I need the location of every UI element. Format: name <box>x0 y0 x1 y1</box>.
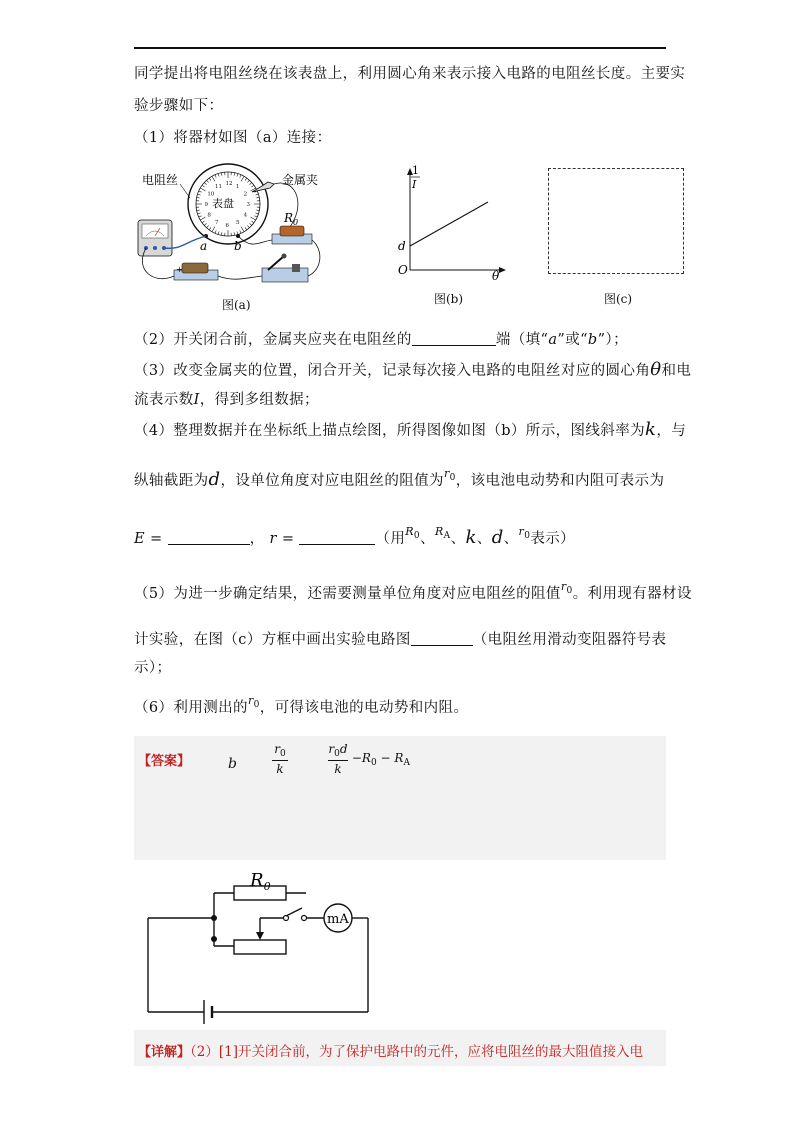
step-3-line-2: 流表示数I，得到多组数据； <box>134 392 319 408</box>
dial-number: 5 <box>236 220 240 227</box>
step-5-line-1: （5）为进一步确定结果，还需要测量单位角度对应电阻丝的阻值$^{r_0}$。利用现有器材设 <box>134 580 692 602</box>
figure-a <box>134 160 354 310</box>
step-5-line-2: 计实验，在图（c）方框中画出实验电路图 （电阻丝用滑动变阻器符号表 <box>134 632 667 648</box>
step-1: （1）将器材如图（a）连接： <box>134 130 332 146</box>
dial-tick <box>256 210 259 211</box>
figure-b <box>390 160 520 290</box>
graph-line <box>410 202 488 246</box>
dial-tick <box>212 176 215 181</box>
dial-tick <box>212 227 215 232</box>
dial-number: 2 <box>243 191 248 198</box>
dial-number: 3 <box>246 202 250 208</box>
figure-c-box <box>548 168 684 274</box>
step-5-line-3: 示）； <box>134 660 172 676</box>
caption-fig-a: 图(a) <box>222 298 251 312</box>
dial-tick <box>207 180 209 182</box>
detail-tag: 【详解】 <box>138 1045 191 1060</box>
y-label-den: I <box>412 178 417 191</box>
intercept-label: d <box>398 239 406 253</box>
answer-3: $\frac{r_0d}{k}$ $-R_0 - R_A$ <box>328 742 410 776</box>
dial-label: 表盘 <box>212 197 234 210</box>
dial-tick <box>197 210 200 211</box>
circuit-r0-label: $R_0$ <box>250 870 271 893</box>
dial-tick <box>202 185 204 187</box>
dial-tick <box>254 216 257 217</box>
blank-E <box>168 530 250 545</box>
dial-tick <box>245 227 247 229</box>
dial-tick <box>200 188 205 191</box>
dial-tick <box>234 232 235 235</box>
label-b: b <box>234 239 242 253</box>
step-2: （2）开关闭合前，金属夹应夹在电阻丝的 端（填“a”或“b”）； <box>134 332 628 348</box>
step-4-line-2: 纵轴截距为d，设单位角度对应电阻丝的阻值为$^{r_0}$，该电池电动势和内阻可表示为 <box>134 467 665 490</box>
dial-tick <box>251 185 253 187</box>
dial-tick <box>234 173 235 176</box>
answer-section <box>134 736 666 860</box>
label-r0: $R_0$ <box>284 211 299 227</box>
step-3-line-1: （3）改变金属夹的位置，闭合开关，记录每次接入电路的电阻丝对应的圆心角θ和电 <box>134 359 692 380</box>
dial-number: 7 <box>215 220 219 227</box>
label-resistor-wire: 电阻丝 <box>142 173 179 187</box>
dial-number: 8 <box>207 212 211 219</box>
dial-tick <box>256 197 259 198</box>
dial-number: 11 <box>215 183 222 190</box>
answer-1: b <box>228 756 237 772</box>
intro-line-2: 验步骤如下： <box>134 98 224 114</box>
caption-fig-b: 图(b) <box>434 292 464 306</box>
dial-tick <box>200 217 205 220</box>
dial-number: 1 <box>236 183 240 190</box>
dial-number: 9 <box>204 202 208 208</box>
dial-number: 12 <box>225 181 233 187</box>
battery <box>182 263 208 273</box>
blank-r <box>299 530 375 545</box>
dial-tick <box>241 176 244 181</box>
dial-tick <box>250 223 252 225</box>
header-rule <box>134 47 666 49</box>
svg-text:+: + <box>176 265 183 274</box>
dial-tick <box>237 232 238 235</box>
dial-tick <box>197 197 200 198</box>
dial-tick <box>199 191 202 192</box>
answer-circuit <box>134 860 384 1030</box>
dial-tick <box>199 216 202 217</box>
dial-tick <box>251 217 256 220</box>
dial-tick <box>247 226 249 228</box>
dial-tick <box>240 175 241 178</box>
formula-line: E = ， r = （用$^{R_0}$、$^{R_A}$、k、d、$^{r_0}$表示） <box>134 525 576 548</box>
label-clip: 金属夹 <box>282 173 319 187</box>
dial-tick <box>245 178 247 180</box>
x-label: θ <box>492 269 500 283</box>
dial-number: 10 <box>207 191 215 198</box>
dial-tick <box>209 227 211 229</box>
blank-5 <box>411 631 473 646</box>
origin-label: O <box>398 263 408 277</box>
step-4-line-1: （4）整理数据并在坐标纸上描点绘图，所得图像如图（b）所示，图线斜率为k，与 <box>134 419 687 440</box>
dial-tick <box>251 221 253 223</box>
dial-tick <box>256 194 259 195</box>
dial-tick <box>221 232 222 235</box>
dial-tick <box>237 174 238 177</box>
meter-label: mA <box>327 912 349 927</box>
detail-section <box>134 1030 666 1066</box>
dial-tick <box>218 232 219 235</box>
dial-tick <box>215 230 216 233</box>
dial-tick <box>215 175 216 178</box>
step-6: （6）利用测出的$^{r_0}$，可得该电池的电动势和内阻。 <box>134 694 469 716</box>
label-a: a <box>200 239 208 253</box>
intro-line-1: 同学提出将电阻丝绕在该表盘上，利用圆心角来表示接入电路的电阻丝长度。主要实 <box>134 66 686 82</box>
dial-tick <box>241 227 244 232</box>
dial-tick <box>247 180 249 182</box>
dial-tick <box>198 213 201 214</box>
dial-tick <box>204 183 206 185</box>
dial-tick <box>209 178 211 180</box>
dial-number: 6 <box>225 223 229 229</box>
dial-number: 4 <box>243 212 248 219</box>
dial-tick <box>204 223 206 225</box>
dial-tick <box>240 230 241 233</box>
y-label-num: 1 <box>412 164 419 177</box>
blank-2 <box>412 331 496 346</box>
detail-text: （2）[1]开关闭合前，为了保护电路中的元件，应将电阻丝的最大阻值接入电 <box>190 1044 643 1060</box>
dial-tick <box>202 221 204 223</box>
dial-tick <box>198 194 201 195</box>
dial-tick <box>207 226 209 228</box>
dial-tick <box>221 173 222 176</box>
resistor-r0 <box>280 226 304 236</box>
dial-tick <box>218 174 219 177</box>
answer-tag: 【答案】 <box>138 754 191 769</box>
answer-2: $r_0$ k <box>272 742 288 776</box>
dial-tick <box>250 183 252 185</box>
caption-fig-c: 图(c) <box>604 292 633 306</box>
dial-tick <box>256 213 259 214</box>
